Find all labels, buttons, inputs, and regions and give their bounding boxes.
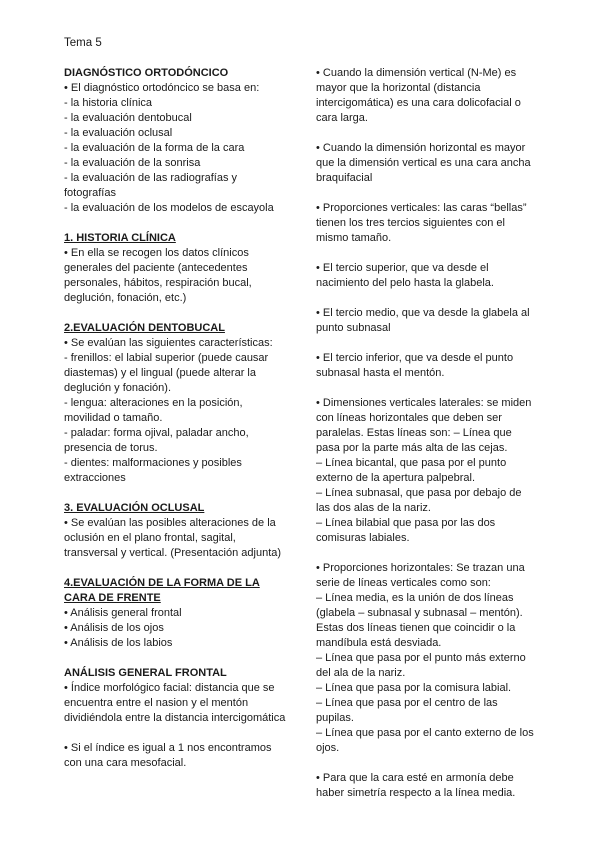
page-header-tema: Tema 5 xyxy=(64,37,102,49)
section-heading-historia: 1. HISTORIA CLÍNICA xyxy=(64,232,176,244)
section-text-historia: • En ella se recogen los datos clínicos generales del paciente (antecedentes personales, hábitos, respiración bucal, deglución, fonación, etc.) xyxy=(64,247,252,304)
diag-line: - la evaluación oclusal xyxy=(64,127,173,139)
vertical-lines-line: – Línea bilabial que pasa por las dos comisuras labiales. xyxy=(316,517,496,544)
forma-cara-line: • Análisis general frontal xyxy=(64,607,182,619)
right-paragraph: • Cuando la dimensión vertical (N-Me) es mayor que la horizontal (distancia intercigomática) es una cara dolicofacial o cara larga. xyxy=(316,67,521,124)
dentobucal-line: - frenillos: el labial superior (puede causar diastemas) y el lingual (puede alterar la deglución y fonación). xyxy=(64,352,269,394)
section-heading-forma-cara: 4.EVALUACIÓN DE LA FORMA DE LA CARA DE FRENTE xyxy=(64,577,260,604)
right-paragraph: • El tercio medio, que va desde la glabela al punto subnasal xyxy=(316,307,530,334)
right-paragraph: • El tercio superior, que va desde el nacimiento del pelo hasta la glabela. xyxy=(316,262,494,289)
dentobucal-line: - lengua: alteraciones en la posición, movilidad o tamaño. xyxy=(64,397,243,424)
dentobucal-line: • Se evalúan las siguientes características: xyxy=(64,337,273,349)
vertical-lines-line: – Línea bicantal, que pasa por el punto externo de la apertura palpebral. xyxy=(316,457,507,484)
vertical-lines-line: – Línea subnasal, que pasa por debajo de las dos alas de la nariz. xyxy=(316,487,522,514)
section-text-oclusal: • Se evalúan las posibles alteraciones de la oclusión en el plano frontal, sagital, transversal y vertical. (Presentación adjunta) xyxy=(64,517,282,559)
section-heading-analisis-frontal: ANÁLISIS GENERAL FRONTAL xyxy=(64,667,227,679)
horizontal-lines-line: – Línea media, es la unión de dos líneas (glabela – subnasal y subnasal – mentón). Estas dos líneas tienen que coincidir o la mandíbula está desviada. xyxy=(316,592,523,649)
diag-line: - la evaluación de la forma de la cara xyxy=(64,142,245,154)
horizontal-lines-line: – Línea que pasa por el punto más externo del ala de la nariz. xyxy=(316,652,526,679)
horizontal-lines-line: – Línea que pasa por el centro de las pupilas. xyxy=(316,697,498,724)
diag-line: - la evaluación de la sonrisa xyxy=(64,157,201,169)
right-paragraph: • El tercio inferior, que va desde el punto subnasal hasta el mentón. xyxy=(316,352,514,379)
diag-line: - la historia clínica xyxy=(64,97,153,109)
analisis-frontal-text: • Si el índice es igual a 1 nos encontramos con una cara mesofacial. xyxy=(64,742,272,769)
section-heading-oclusal: 3. EVALUACIÓN OCLUSAL xyxy=(64,502,205,514)
diag-line: - la evaluación dentobucal xyxy=(64,112,192,124)
right-paragraph: • Proporciones verticales: las caras “bellas” tienen los tres tercios siguientes con el mismo tamaño. xyxy=(316,202,527,244)
left-column xyxy=(64,66,286,771)
right-paragraph: • Cuando la dimensión horizontal es mayor que la dimensión vertical es una cara ancha braquifacial xyxy=(316,142,531,184)
dentobucal-line: - dientes: malformaciones y posibles extracciones xyxy=(64,457,242,484)
right-paragraph: • Para que la cara esté en armonía debe haber simetría respecto a la línea media. xyxy=(316,772,516,799)
horizontal-lines-line: – Línea que pasa por el canto externo de los ojos. xyxy=(316,727,534,754)
forma-cara-line: • Análisis de los labios xyxy=(64,637,173,649)
diag-line: - la evaluación de las radiografías y fotografías xyxy=(64,172,238,199)
right-column xyxy=(316,66,538,801)
horizontal-lines-line: • Proporciones horizontales: Se trazan una serie de líneas verticales como son: xyxy=(316,562,525,589)
diagnosis-title: DIAGNÓSTICO ORTODÓNCICO xyxy=(64,67,229,79)
forma-cara-line: • Análisis de los ojos xyxy=(64,622,164,634)
diag-line: • El diagnóstico ortodóncico se basa en: xyxy=(64,82,260,94)
analisis-frontal-text: • Índice morfológico facial: distancia que se encuentra entre el nasion y el mentón dividiéndola entre la distancia intercigomática xyxy=(64,682,286,724)
horizontal-lines-line: – Línea que pasa por la comisura labial. xyxy=(316,682,512,694)
dentobucal-line: - paladar: forma ojival, paladar ancho, presencia de torus. xyxy=(64,427,249,454)
section-heading-dentobucal: 2.EVALUACIÓN DENTOBUCAL xyxy=(64,322,225,334)
diag-line: - la evaluación de los modelos de escayola xyxy=(64,202,274,214)
vertical-lines-line: • Dimensiones verticales laterales: se miden con líneas horizontales que deben ser paralelas. Estas líneas son: – Línea que pasa por la parte más alta de las cejas. xyxy=(316,397,532,454)
